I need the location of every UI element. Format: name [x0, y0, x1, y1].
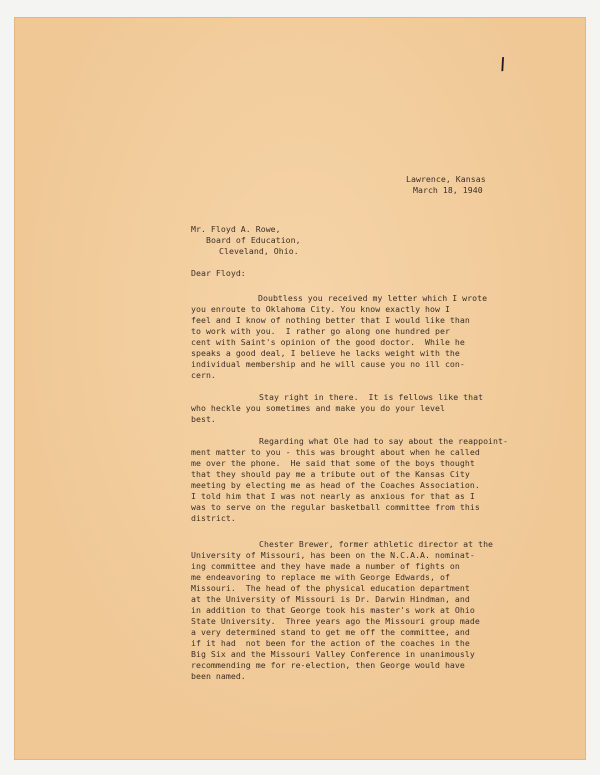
paragraph-line: been named. [191, 671, 246, 681]
recipient-city: Cleveland, Ohio. [219, 246, 299, 256]
paragraph-line: at the University of Missouri is Dr. Darwin Hindman, and [191, 594, 470, 604]
paragraph-line: Stay right in there. It is fellows like that [259, 392, 484, 402]
paragraph-line: I told him that I was not nearly as anxious for that as I [191, 491, 475, 501]
paragraph-line: that they should pay me a tribute out of the Kansas City [191, 469, 470, 479]
recipient-name: Mr. Floyd A. Rowe, [191, 224, 281, 234]
paragraph-line: Big Six and the Missouri Valley Conference in unanimously [191, 649, 475, 659]
paragraph-line: speaks a good deal, I believe he lacks weight with the [191, 348, 460, 358]
paragraph-line: ment matter to you - this was brought about when he called [191, 447, 480, 457]
handwritten-page-number: I [498, 53, 508, 77]
recipient-organization: Board of Education, [206, 235, 301, 245]
paragraph-line: Doubtless you received my letter which I wrote [258, 293, 488, 303]
paragraph-line: meeting by electing me as head of the Coaches Association. [191, 480, 480, 490]
paragraph-line: feel and I know of nothing better that I would like than [191, 315, 470, 325]
paragraph-line: Regarding what Ole had to say about the reappoint- [259, 436, 508, 446]
paragraph-line: if it had not been for the action of the coaches in the [191, 638, 470, 648]
paragraph-line: district. [191, 513, 236, 523]
paragraph-line: Chester Brewer, former athletic director at the [259, 539, 494, 549]
paragraph-line: you enroute to Oklahoma City. You know exactly how I [191, 304, 450, 314]
paragraph-line: me over the phone. He said that some of the boys thought [191, 458, 475, 468]
letter-place: Lawrence, Kansas [406, 174, 486, 184]
paragraph-line: recommending me for re-election, then George would have [191, 660, 465, 670]
paragraph-line: cent with Saint's opinion of the good doctor. While he [191, 337, 465, 347]
paragraph-line: State University. Three years ago the Missouri group made [191, 616, 480, 626]
salutation: Dear Floyd: [191, 268, 246, 278]
paragraph-line: a very determined stand to get me off the committee, and [191, 627, 470, 637]
paragraph-line: to work with you. I rather go along one hundred per [191, 326, 450, 336]
letter-date: March 18, 1940 [413, 185, 483, 195]
paragraph-line: was to serve on the regular basketball committee from this [191, 502, 480, 512]
paragraph-line: Missouri. The head of the physical education department [191, 583, 470, 593]
paragraph-line: cern. [191, 370, 216, 380]
paragraph-line: best. [191, 414, 216, 424]
paragraph-line: individual membership and he will cause you no ill con- [191, 359, 465, 369]
paragraph-line: me endeavoring to replace me with George Edwards, of [191, 572, 450, 582]
paragraph-line: in addition to that George took his master's work at Ohio [191, 605, 475, 615]
paragraph-line: who heckle you sometimes and make you do your level [191, 403, 445, 413]
paragraph-line: ing committee and they have made a number of fights on [191, 561, 460, 571]
paragraph-line: University of Missouri, has been on the N.C.A.A. nominat- [191, 550, 475, 560]
